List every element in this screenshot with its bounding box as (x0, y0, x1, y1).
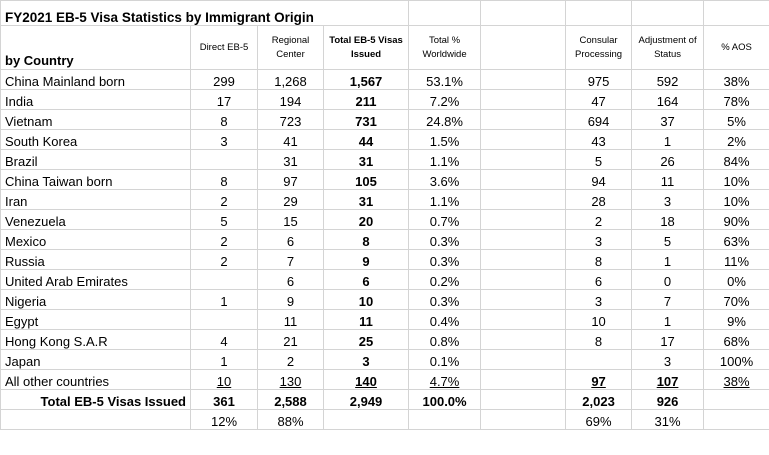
consular-cell[interactable] (566, 370, 632, 390)
aos-cell[interactable]: 17 (632, 330, 704, 350)
blank-cell[interactable] (409, 410, 481, 430)
blank-cell[interactable] (481, 90, 566, 110)
consular-cell[interactable]: 3 (566, 230, 632, 250)
consular-cell[interactable]: 8 (566, 330, 632, 350)
header-total[interactable]: Total EB-5 Visas Issued (324, 26, 409, 70)
country-cell[interactable]: Iran (1, 190, 191, 210)
total-cell[interactable] (324, 370, 409, 390)
regional-cell[interactable]: 29 (258, 190, 324, 210)
pct-aos-cell[interactable]: 84% (704, 150, 769, 170)
pct-consular[interactable]: 69% (566, 410, 632, 430)
table-row (1, 370, 769, 390)
pct-cell[interactable]: 0.3% (409, 250, 481, 270)
cell[interactable] (704, 1, 769, 26)
regional-cell[interactable]: 194 (258, 90, 324, 110)
pct-regional[interactable]: 88% (258, 410, 324, 430)
blank-cell[interactable] (481, 390, 566, 410)
consular-cell[interactable]: 28 (566, 190, 632, 210)
table-row (1, 70, 769, 90)
consular-cell[interactable]: 43 (566, 130, 632, 150)
regional-cell[interactable]: 6 (258, 270, 324, 290)
direct-cell[interactable]: 1 (191, 350, 258, 370)
regional-cell[interactable]: 6 (258, 230, 324, 250)
total-consular[interactable]: 2,023 (566, 390, 632, 410)
total-cell[interactable]: 9 (324, 250, 409, 270)
header-blank[interactable] (481, 26, 566, 70)
regional-cell[interactable]: 41 (258, 130, 324, 150)
blank-cell[interactable] (481, 130, 566, 150)
table-row (1, 230, 769, 250)
consular-cell[interactable]: 10 (566, 310, 632, 330)
pct-cell[interactable]: 0.1% (409, 350, 481, 370)
pct-aos-cell-value: 38% (723, 374, 750, 389)
aos-cell[interactable]: 1 (632, 130, 704, 150)
pct-cell[interactable]: 0.2% (409, 270, 481, 290)
total-cell[interactable]: 10 (324, 290, 409, 310)
total-cell[interactable]: 6 (324, 270, 409, 290)
total-total[interactable]: 2,949 (324, 390, 409, 410)
country-cell[interactable]: Brazil (1, 150, 191, 170)
regional-cell[interactable]: 9 (258, 290, 324, 310)
total-cell[interactable]: 31 (324, 150, 409, 170)
total-direct[interactable]: 361 (191, 390, 258, 410)
header-aos[interactable]: Adjustment of Status (632, 26, 704, 70)
country-cell[interactable]: All other countries (1, 370, 191, 390)
table-row (1, 170, 769, 190)
blank-cell[interactable] (481, 70, 566, 90)
aos-cell[interactable]: 164 (632, 90, 704, 110)
consular-cell[interactable]: 5 (566, 150, 632, 170)
table-row (1, 310, 769, 330)
pct-cell[interactable]: 7.2% (409, 90, 481, 110)
table-row (1, 130, 769, 150)
total-cell[interactable]: 25 (324, 330, 409, 350)
consular-cell[interactable] (566, 350, 632, 370)
pct-aos-cell[interactable]: 5% (704, 110, 769, 130)
total-cell[interactable]: 1,567 (324, 70, 409, 90)
total-cell[interactable]: 11 (324, 310, 409, 330)
total-regional[interactable]: 2,588 (258, 390, 324, 410)
pct-cell-value: 4.7% (429, 374, 460, 389)
direct-cell[interactable] (191, 270, 258, 290)
consular-cell-value: 97 (591, 374, 606, 389)
blank-cell[interactable] (481, 210, 566, 230)
regional-cell[interactable]: 15 (258, 210, 324, 230)
total-aos[interactable]: 926 (632, 390, 704, 410)
pct-aos-cell[interactable]: 2% (704, 130, 769, 150)
header-pct-aos[interactable]: % AOS (704, 26, 769, 70)
header-row (1, 26, 769, 70)
consular-cell[interactable]: 3 (566, 290, 632, 310)
pct-cell[interactable]: 0.3% (409, 230, 481, 250)
total-cell[interactable]: 3 (324, 350, 409, 370)
pct-cell[interactable]: 24.8% (409, 110, 481, 130)
pct-aos-cell[interactable]: 10% (704, 190, 769, 210)
total-pct[interactable]: 100.0% (409, 390, 481, 410)
pct-aos-cell[interactable]: 78% (704, 90, 769, 110)
blank-cell[interactable] (481, 410, 566, 430)
country-cell[interactable]: India (1, 90, 191, 110)
aos-cell[interactable]: 3 (632, 190, 704, 210)
blank-cell[interactable] (704, 390, 769, 410)
table-row (1, 90, 769, 110)
aos-cell[interactable]: 5 (632, 230, 704, 250)
country-cell[interactable]: Nigeria (1, 290, 191, 310)
regional-cell-value: 130 (279, 374, 302, 389)
blank-cell[interactable] (481, 230, 566, 250)
total-cell[interactable]: 731 (324, 110, 409, 130)
table-row (1, 350, 769, 370)
pct-direct[interactable]: 12% (191, 410, 258, 430)
country-cell[interactable]: China Mainland born (1, 70, 191, 90)
total-label[interactable]: Total EB-5 Visas Issued (1, 390, 191, 410)
blank-cell[interactable] (481, 150, 566, 170)
header-by-country[interactable]: by Country (1, 26, 191, 70)
regional-cell[interactable]: 1,268 (258, 70, 324, 90)
direct-cell[interactable] (191, 150, 258, 170)
blank-cell[interactable] (1, 410, 191, 430)
table-row (1, 290, 769, 310)
direct-cell[interactable]: 3 (191, 130, 258, 150)
regional-cell[interactable]: 11 (258, 310, 324, 330)
pct-aos-cell[interactable]: 38% (704, 70, 769, 90)
pct-aos-cell[interactable]: 0% (704, 270, 769, 290)
direct-cell[interactable]: 2 (191, 230, 258, 250)
aos-cell[interactable]: 3 (632, 350, 704, 370)
regional-cell[interactable]: 97 (258, 170, 324, 190)
direct-cell[interactable]: 1 (191, 290, 258, 310)
regional-cell[interactable]: 21 (258, 330, 324, 350)
country-cell[interactable]: South Korea (1, 130, 191, 150)
blank-cell[interactable] (481, 110, 566, 130)
consular-cell[interactable]: 694 (566, 110, 632, 130)
country-cell[interactable]: Egypt (1, 310, 191, 330)
header-direct[interactable]: Direct EB-5 (191, 26, 258, 70)
consular-cell[interactable]: 2 (566, 210, 632, 230)
aos-cell-value: 107 (656, 374, 679, 389)
blank-cell[interactable] (481, 330, 566, 350)
direct-cell[interactable] (191, 370, 258, 390)
pct-aos-cell[interactable]: 100% (704, 350, 769, 370)
pct-cell[interactable]: 0.7% (409, 210, 481, 230)
blank-cell[interactable] (704, 410, 769, 430)
regional-cell[interactable]: 723 (258, 110, 324, 130)
country-cell[interactable]: Hong Kong S.A.R (1, 330, 191, 350)
pct-aos-cell[interactable]: 68% (704, 330, 769, 350)
total-cell[interactable]: 8 (324, 230, 409, 250)
direct-cell[interactable]: 5 (191, 210, 258, 230)
country-cell[interactable]: Japan (1, 350, 191, 370)
blank-cell[interactable] (481, 290, 566, 310)
percent-row (1, 410, 769, 430)
pct-cell[interactable]: 1.1% (409, 150, 481, 170)
blank-cell[interactable] (324, 410, 409, 430)
consular-cell[interactable]: 47 (566, 90, 632, 110)
table-row (1, 210, 769, 230)
total-cell[interactable]: 20 (324, 210, 409, 230)
table-row (1, 270, 769, 290)
pct-cell[interactable]: 3.6% (409, 170, 481, 190)
total-row (1, 390, 769, 410)
direct-cell-value: 10 (216, 374, 232, 389)
blank-cell[interactable] (481, 370, 566, 390)
direct-cell[interactable]: 299 (191, 70, 258, 90)
pct-aos-cell[interactable] (704, 370, 769, 390)
table-row (1, 250, 769, 270)
consular-cell[interactable]: 6 (566, 270, 632, 290)
pct-cell[interactable]: 1.5% (409, 130, 481, 150)
regional-cell[interactable]: 31 (258, 150, 324, 170)
pct-aos-cell[interactable]: 90% (704, 210, 769, 230)
pct-cell[interactable]: 0.3% (409, 290, 481, 310)
regional-cell[interactable]: 2 (258, 350, 324, 370)
total-cell[interactable]: 105 (324, 170, 409, 190)
header-consular[interactable]: Consular Processing (566, 26, 632, 70)
total-cell-value: 140 (355, 374, 377, 389)
header-total-pct[interactable]: Total % Worldwide (409, 26, 481, 70)
title-row (1, 1, 769, 26)
consular-cell[interactable]: 94 (566, 170, 632, 190)
page-title[interactable]: FY2021 EB-5 Visa Statistics by Immigrant Origin (1, 1, 409, 26)
total-cell[interactable]: 44 (324, 130, 409, 150)
blank-cell[interactable] (481, 270, 566, 290)
aos-cell[interactable]: 1 (632, 250, 704, 270)
direct-cell[interactable]: 4 (191, 330, 258, 350)
aos-cell[interactable]: 0 (632, 270, 704, 290)
total-cell[interactable]: 211 (324, 90, 409, 110)
aos-cell[interactable]: 11 (632, 170, 704, 190)
pct-cell[interactable]: 53.1% (409, 70, 481, 90)
table-row (1, 330, 769, 350)
pct-cell[interactable]: 0.4% (409, 310, 481, 330)
country-cell[interactable]: China Taiwan born (1, 170, 191, 190)
regional-cell[interactable]: 7 (258, 250, 324, 270)
aos-cell[interactable]: 37 (632, 110, 704, 130)
pct-aos-cell[interactable]: 63% (704, 230, 769, 250)
blank-cell[interactable] (481, 250, 566, 270)
country-cell[interactable]: Russia (1, 250, 191, 270)
cell[interactable] (409, 1, 481, 26)
direct-cell[interactable]: 2 (191, 250, 258, 270)
table-row (1, 110, 769, 130)
aos-cell[interactable]: 592 (632, 70, 704, 90)
cell[interactable] (481, 1, 566, 26)
consular-cell[interactable]: 8 (566, 250, 632, 270)
direct-cell[interactable]: 17 (191, 90, 258, 110)
total-cell[interactable]: 31 (324, 190, 409, 210)
country-cell[interactable]: Vietnam (1, 110, 191, 130)
direct-cell[interactable]: 8 (191, 110, 258, 130)
direct-cell[interactable]: 2 (191, 190, 258, 210)
pct-aos-cell[interactable]: 11% (704, 250, 769, 270)
pct-cell[interactable]: 1.1% (409, 190, 481, 210)
country-cell[interactable]: United Arab Emirates (1, 270, 191, 290)
aos-cell[interactable]: 1 (632, 310, 704, 330)
blank-cell[interactable] (481, 170, 566, 190)
cell[interactable] (632, 1, 704, 26)
table-row (1, 190, 769, 210)
cell[interactable] (566, 1, 632, 26)
pct-aos-cell[interactable]: 10% (704, 170, 769, 190)
direct-cell[interactable]: 8 (191, 170, 258, 190)
aos-cell[interactable]: 7 (632, 290, 704, 310)
aos-cell[interactable] (632, 370, 704, 390)
aos-cell[interactable]: 18 (632, 210, 704, 230)
blank-cell[interactable] (481, 190, 566, 210)
country-cell[interactable]: Venezuela (1, 210, 191, 230)
regional-cell[interactable] (258, 370, 324, 390)
pct-cell[interactable] (409, 370, 481, 390)
pct-aos-cell[interactable]: 9% (704, 310, 769, 330)
table-row (1, 150, 769, 170)
aos-cell[interactable]: 26 (632, 150, 704, 170)
pct-aos-cell[interactable]: 70% (704, 290, 769, 310)
blank-cell[interactable] (481, 350, 566, 370)
blank-cell[interactable] (481, 310, 566, 330)
consular-cell[interactable]: 975 (566, 70, 632, 90)
header-regional[interactable]: Regional Center (258, 26, 324, 70)
country-cell[interactable]: Mexico (1, 230, 191, 250)
pct-cell[interactable]: 0.8% (409, 330, 481, 350)
pct-aos[interactable]: 31% (632, 410, 704, 430)
direct-cell[interactable] (191, 310, 258, 330)
